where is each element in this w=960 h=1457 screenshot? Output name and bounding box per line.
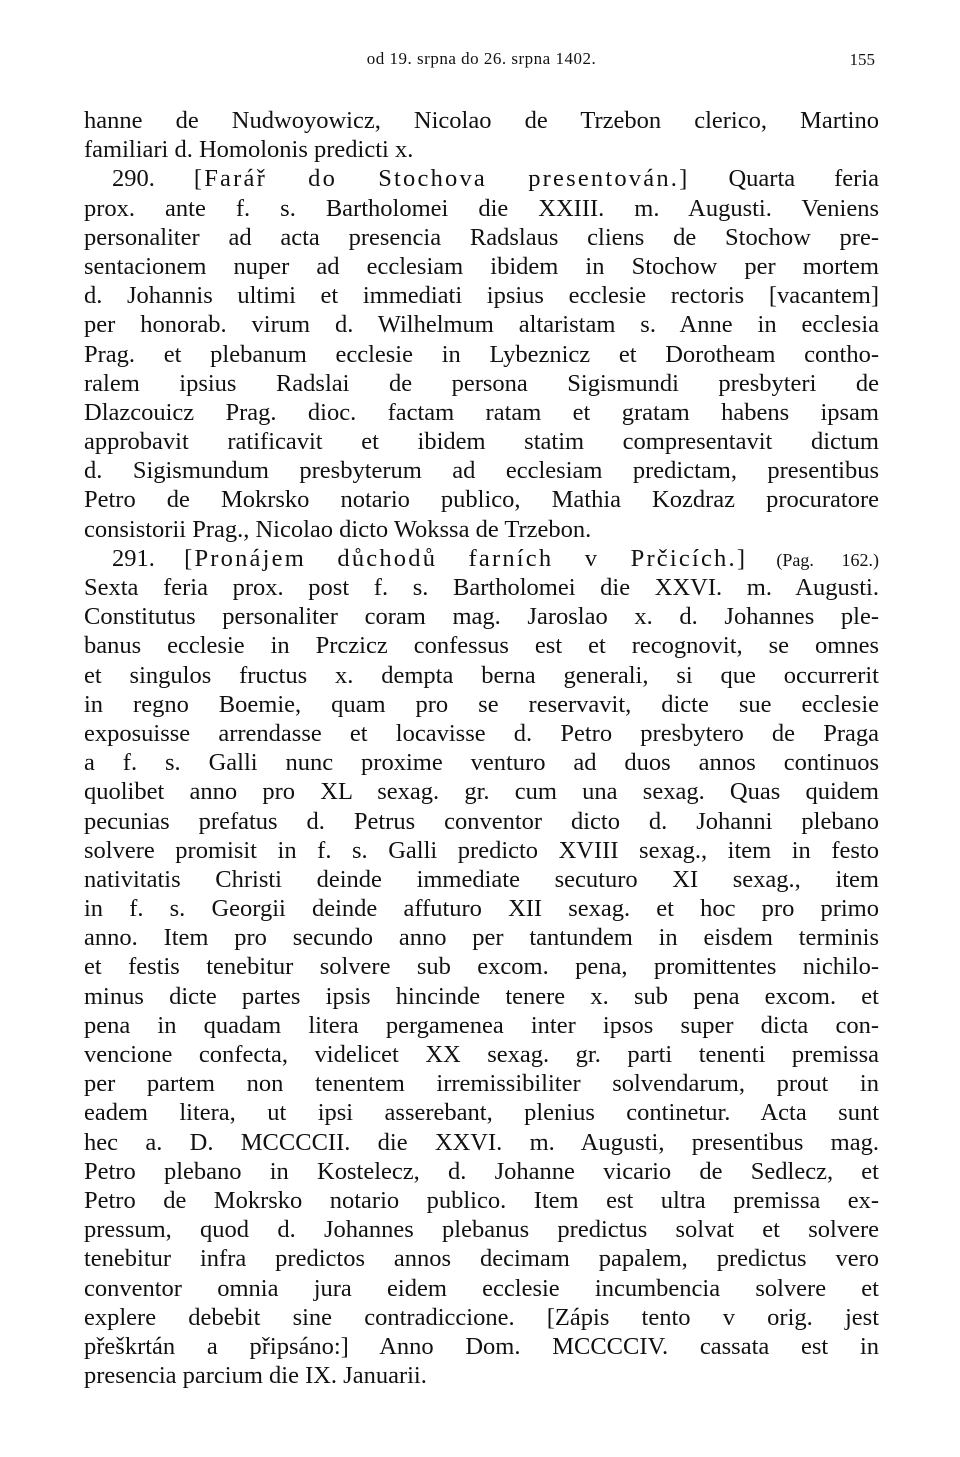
entry-title: [Farář do Stochova presentován.] — [193, 165, 690, 193]
text-line: eadem litera, ut ipsi asserebant, plenius continetur. Acta sunt — [84, 1099, 879, 1127]
running-head: od 19. srpna do 26. srpna 1402. — [366, 49, 597, 68]
text-line: nativitatis Christi deinde immediate secuturo XI sexag., item — [84, 865, 879, 893]
document-page — [84, 0, 879, 1390]
text-line: explere debebit sine contradiccione. [Zápis tento v orig. jest — [84, 1303, 879, 1331]
text-line: Constitutus personaliter coram mag. Jaroslao x. d. Johannes ple- — [84, 603, 879, 631]
text-line: exposuisse arrendasse et locavisse d. Petro presbytero de Praga — [84, 719, 879, 747]
text-line: Dlazcouicz Prag. dioc. factam ratam et gratam habens ipsam — [84, 398, 879, 426]
text-line: pena in quadam litera pergamenea inter ipsos super dicta con- — [84, 1011, 879, 1039]
page-number: 155 — [849, 50, 875, 69]
entry-title: [Pronájem důchodů farních v Prčicích.] — [184, 544, 748, 572]
text-line: hec a. D. MCCCCII. die XXVI. m. Augusti, presentibus mag. — [84, 1128, 879, 1156]
text-line: pressum, quod d. Johannes plebanus predictus solvat et solvere — [84, 1216, 879, 1244]
text-line: et singulos fructus x. dempta berna generali, si que occurrerit — [84, 661, 879, 689]
text-line: per honorab. virum d. Wilhelmum altaristam s. Anne in ecclesia — [84, 311, 879, 339]
text-line: ralem ipsius Radslai de persona Sigismundi presbyteri de — [84, 369, 879, 397]
text-line: anno. Item pro secundo anno per tantundem in eisdem terminis — [84, 924, 879, 952]
page-header — [84, 0, 879, 80]
text-fragment: Quarta feria — [728, 165, 879, 193]
entry-number: 291. — [112, 544, 155, 572]
text-line: in regno Boemie, quam pro se reservavit, dicte sue ecclesie — [84, 690, 879, 718]
text-line: hanne de Nudwoyowicz, Nicolao de Trzebon clerico, Martino — [84, 107, 879, 134]
text-line: d. Johannis ultimi et immediati ipsius ecclesie rectoris [vacantem] — [84, 282, 879, 310]
entry-290-heading-line — [84, 164, 879, 193]
text-line: quolibet anno pro XL sexag. gr. cum una sexag. Quas quidem — [84, 778, 879, 806]
text-line: přeškrtán a připsáno:] Anno Dom. MCCCCIV. cassata est in — [84, 1332, 879, 1360]
body-text — [84, 106, 879, 1390]
text-line: personaliter ad acta presencia Radslaus cliens de Stochow pre- — [84, 223, 879, 251]
text-line: Petro de Mokrsko notario publico. Item est ultra premissa ex- — [84, 1186, 879, 1214]
text-line: familiari d. Homolonis predicti x. — [84, 136, 414, 164]
text-line: d. Sigismundum presbyterum ad ecclesiam predictam, presentibus — [84, 457, 879, 485]
entry-number: 290. — [112, 165, 155, 193]
text-line: consistorii Prag., Nicolao dicto Wokssa de Trzebon. — [84, 515, 592, 543]
text-line: Petro de Mokrsko notario publico, Mathia Kozdraz procuratore — [84, 486, 879, 514]
text-line: per partem non tenentem irremissibiliter solvendarum, prout in — [84, 1070, 879, 1098]
text-line: Petro plebano in Kostelecz, d. Johanne vicario de Sedlecz, et — [84, 1157, 879, 1185]
text-line: vencione confecta, videlicet XX sexag. gr. parti tenenti premissa — [84, 1041, 879, 1068]
text-line: a f. s. Galli nunc proxime venturo ad duos annos continuos — [84, 749, 879, 777]
text-line: presencia parcium die IX. Januarii. — [84, 1362, 427, 1390]
text-line: solvere promisit in f. s. Galli predicto XVIII sexag., item in festo — [84, 836, 879, 864]
entry-291-heading-line — [84, 544, 879, 573]
text-line: sentacionem nuper ad ecclesiam ibidem in Stochow per mortem — [84, 252, 879, 280]
text-line: conventor omnia jura eidem ecclesie incumbencia solvere et — [84, 1274, 879, 1302]
text-line: tenebitur infra predictos annos decimam papalem, predictus vero — [84, 1245, 879, 1273]
text-line: in f. s. Georgii deinde affuturo XII sexag. et hoc pro primo — [84, 895, 879, 923]
text-line: et festis tenebitur solvere sub excom. pena, promittentes nichilo- — [84, 953, 879, 981]
text-line: pecunias prefatus d. Petrus conventor dicto d. Johanni plebano — [84, 807, 879, 835]
text-line: Sexta feria prox. post f. s. Bartholomei die XXVI. m. Augusti. — [84, 574, 879, 601]
text-line: approbavit ratificavit et ibidem statim compresentavit dictum — [84, 428, 879, 456]
text-line: minus dicte partes ipsis hincinde tenere x. sub pena excom. et — [84, 982, 879, 1010]
text-line: Prag. et plebanum ecclesie in Lybeznicz et Dorotheam contho- — [84, 340, 879, 368]
text-line: prox. ante f. s. Bartholomei die XXIII. m. Augusti. Veniens — [84, 194, 879, 222]
text-line: banus ecclesie in Prczicz confessus est et recognovit, se omnes — [84, 632, 879, 660]
page-reference: (Pag. 162.) — [776, 549, 879, 570]
